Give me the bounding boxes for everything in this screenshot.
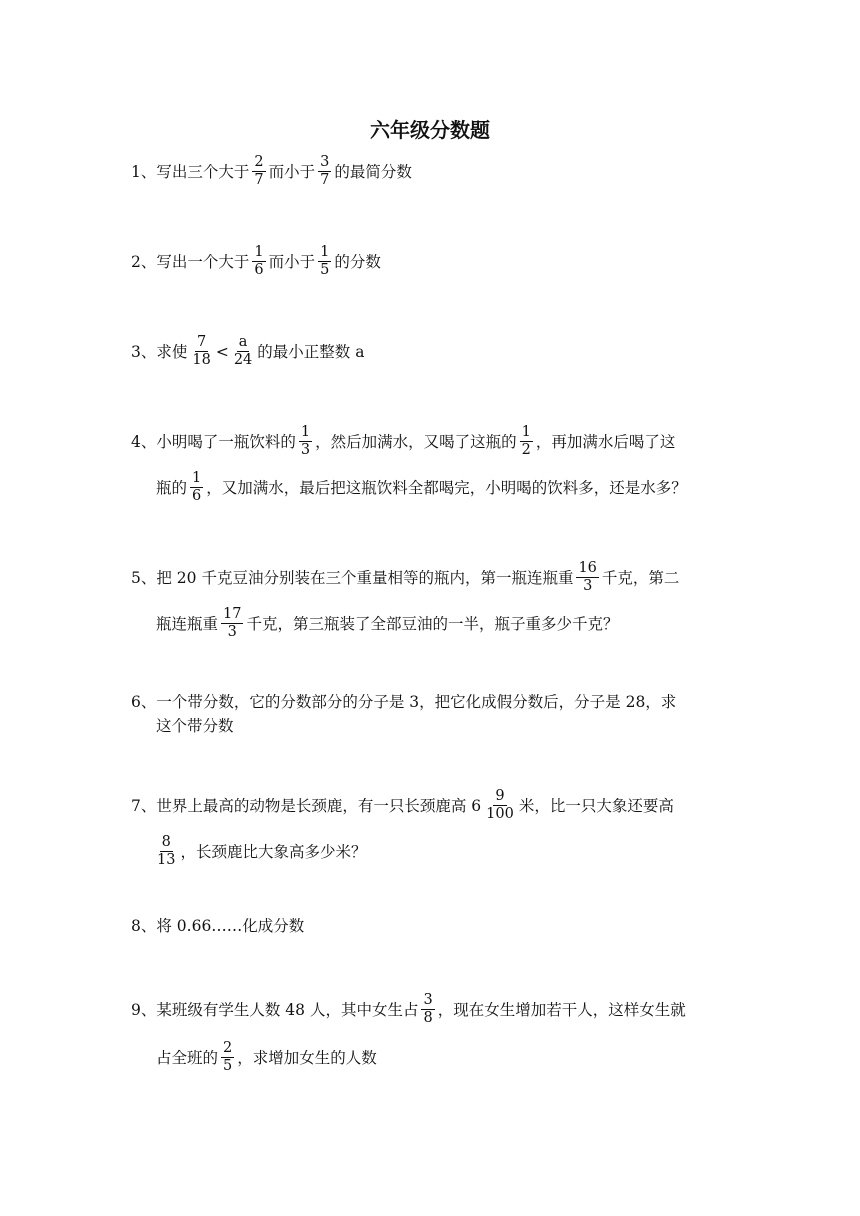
q1-text-b: 而小于 [268, 162, 316, 181]
q6-text-a: 6、一个带分数，它的分数部分的分子是 3，把它化成假分数后，分子是 28，求 [131, 693, 677, 711]
question-1 [131, 154, 412, 189]
q9-text-b: ，现在女生增加若干人，这样女生就 [437, 1000, 686, 1019]
q6-text-b: 这个带分数 [156, 717, 234, 735]
q7-fraction-2: $\frac{8}{13}$ [157, 834, 176, 868]
q2-text-b: 而小于 [268, 252, 316, 271]
q1-fraction-1: $\frac{2}{7}$ [254, 154, 264, 188]
question-3 [131, 334, 364, 369]
q7-text-a: 7、世界上最高的动物是长颈鹿，有一只长颈鹿高 6 [131, 796, 482, 815]
q9-text-c: 占全班的 [156, 1048, 219, 1067]
question-8 [131, 916, 304, 936]
q4-text-c: ，再加满水后喝了这 [535, 432, 676, 451]
question-9-line-1 [131, 992, 686, 1027]
q2-text-a: 2、写出一个大于 [131, 252, 250, 271]
q4-fraction-1: $\frac{1}{3}$ [300, 424, 311, 458]
q4-text-b: ，然后加满水，又喝了这瓶的 [315, 432, 517, 451]
question-2 [131, 244, 381, 279]
q5-text-c: 瓶连瓶重 [156, 614, 219, 633]
q7-text-c: ，长颈鹿比大象高多少米？ [180, 842, 367, 861]
question-7-line-2 [152, 834, 366, 869]
q9-fraction-1: $\frac{3}{8}$ [423, 992, 433, 1026]
q1-fraction-2: $\frac{3}{7}$ [320, 154, 330, 188]
q3-text-c: 的最小正整数 a [257, 342, 365, 361]
page-title: 六年级分数题 [370, 118, 490, 142]
q3-fraction-2: $\frac{a}{24}$ [233, 334, 253, 368]
q4-text-a: 4、小明喝了一瓶饮料的 [131, 432, 296, 451]
q5-fraction-2: $\frac{17}{3}$ [223, 606, 242, 640]
q8-text-a: 8、将 0.66……化成分数 [131, 917, 305, 935]
q5-text-a: 5、把 20 千克豆油分别装在三个重量相等的瓶内，第一瓶连瓶重 [131, 568, 574, 587]
q7-text-b: 米，比一只大象还要高 [518, 796, 674, 815]
question-5-line-2 [156, 606, 618, 641]
q9-text-d: ，求增加女生的人数 [237, 1048, 377, 1067]
q3-text-b: < [215, 342, 229, 361]
question-4-line-2 [156, 470, 687, 505]
q1-text-a: 1、写出三个大于 [131, 162, 250, 181]
q3-text-a: 3、求使 [131, 342, 188, 361]
q4-text-e: ，又加满水，最后把这瓶饮料全都喝完，小明喝的饮料多，还是水多？ [206, 478, 687, 497]
question-4-line-1 [131, 424, 675, 459]
q9-fraction-2: $\frac{2}{5}$ [223, 1040, 233, 1074]
q4-fraction-3: $\frac{1}{6}$ [192, 470, 202, 504]
q5-text-b: 千克，第二 [601, 568, 680, 587]
q7-fraction-1: $\frac{9}{100}$ [486, 788, 514, 822]
q4-text-d: 瓶的 [156, 478, 188, 497]
question-6-line-2 [156, 716, 234, 736]
question-5-line-1 [131, 560, 679, 595]
q3-fraction-1: $\frac{7}{18}$ [192, 334, 211, 368]
question-9-line-2 [156, 1040, 377, 1075]
q5-fraction-1: $\frac{16}{3}$ [578, 560, 597, 594]
question-6-line-1 [131, 692, 676, 712]
q2-fraction-2: $\frac{1}{5}$ [320, 244, 330, 278]
q2-fraction-1: $\frac{1}{6}$ [254, 244, 264, 278]
question-7-line-1 [131, 788, 674, 823]
q4-fraction-2: $\frac{1}{2}$ [521, 424, 531, 458]
q9-text-a: 9、某班级有学生人数 48 人，其中女生占 [131, 1000, 419, 1019]
q1-text-c: 的最简分数 [334, 162, 412, 181]
q5-text-d: 千克，第三瓶装了全部豆油的一半，瓶子重多少千克？ [246, 614, 619, 633]
q2-text-c: 的分数 [334, 252, 381, 271]
